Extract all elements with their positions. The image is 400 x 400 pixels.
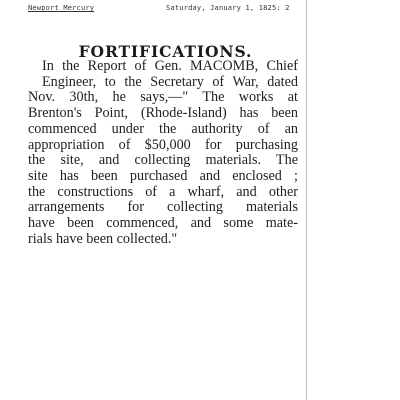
article-line: Nov. 30th, he says,—" The works at (28, 89, 298, 106)
newspaper-source-title: Newport Mercury (28, 4, 95, 12)
page-edge-rule (306, 0, 307, 400)
article-line: appropriation of $50,000 for purchasing (28, 136, 298, 153)
article-headline: FORTIFICATIONS. (78, 42, 253, 61)
article-line: commenced under the authority of an (28, 120, 298, 137)
article-line: the site, and collecting materials. The (28, 152, 298, 169)
article-body (28, 59, 298, 247)
article-line: In the Report of Gen. MACOMB, Chief (42, 58, 298, 74)
article-line: the constructions of a wharf, and other (28, 183, 298, 200)
article-line: Brenton's Point, (Rhode-Island) has been (28, 105, 298, 122)
article-line: have been commenced, and some mate- (28, 215, 298, 232)
article-line: site has been purchased and enclosed ; (28, 167, 298, 184)
article-line: rials have been collected." (28, 230, 178, 247)
article-line: Engineer, to the Secretary of War, dated (42, 73, 298, 90)
article-line: arrangements for collecting materials (28, 199, 298, 216)
publication-date: Saturday, January 1, 1825: 2 (166, 4, 290, 12)
